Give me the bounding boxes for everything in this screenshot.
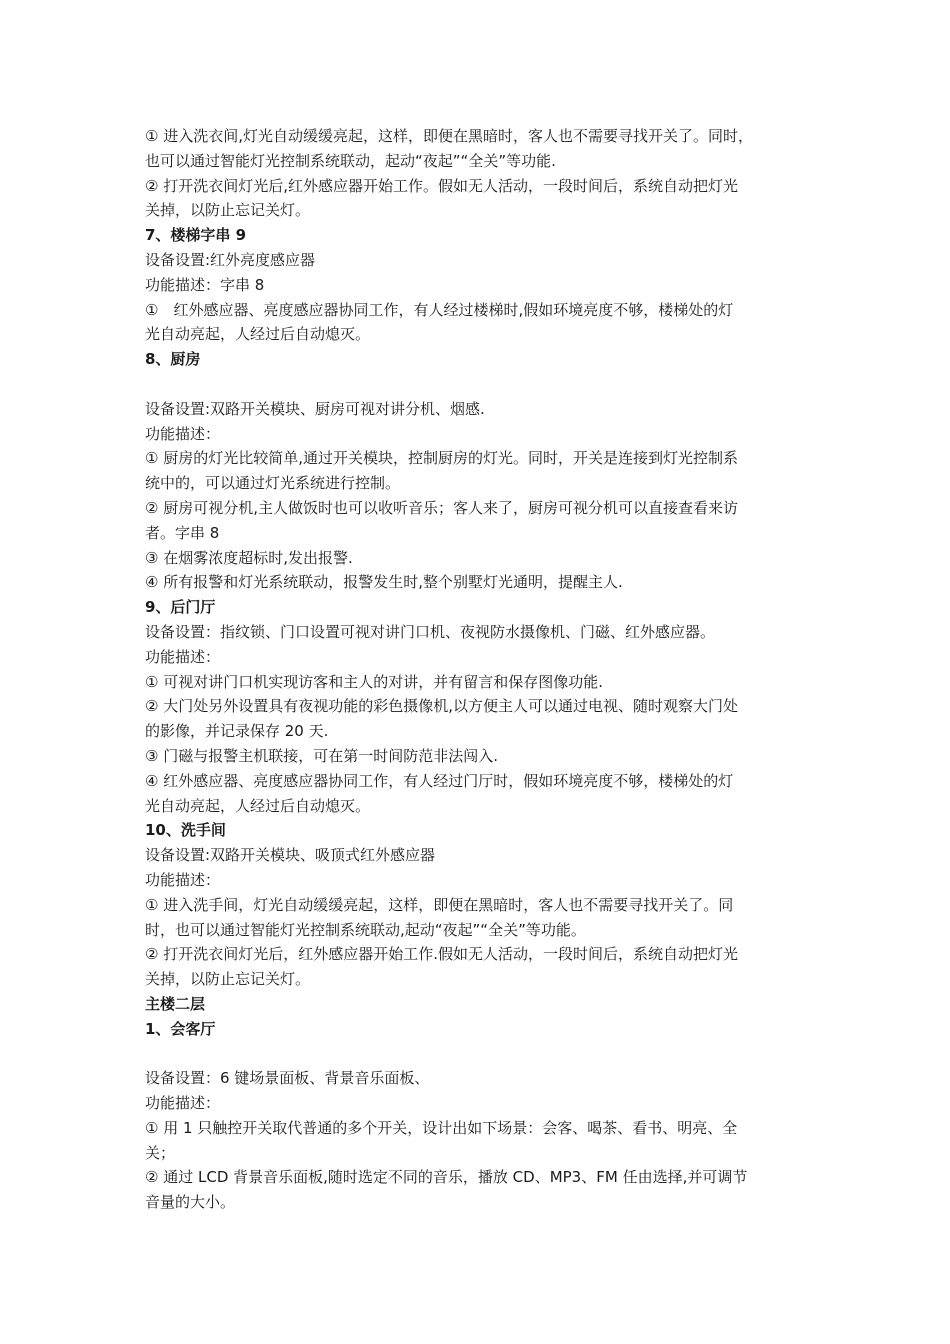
section-heading: 8、厨房 [145, 350, 201, 369]
section-heading: 10、洗手间 [145, 821, 226, 840]
blank-line [145, 372, 810, 397]
text-line: 时，也可以通过智能灯光控制系统联动,起动“夜起”“全关”等功能。 [145, 920, 586, 939]
text-line: 功能描述： [145, 870, 221, 889]
section-heading: 9、后门厅 [145, 598, 216, 617]
text-line: 功能描述：字串 8 [145, 275, 265, 294]
text-line: ① 红外感应器、亮度感应器协同工作，有人经过楼梯时,假如环境亮度不够，楼梯处的灯 [145, 300, 734, 319]
text-line: 也可以通过智能灯光控制系统联动，起动“夜起”“全关”等功能. [145, 151, 556, 170]
blank-line [145, 1041, 810, 1066]
text-line: 设备设置:双路开关模块、厨房可视对讲分机、烟感. [145, 399, 485, 418]
text-line: ④ 所有报警和灯光系统联动，报警发生时,整个别墅灯光通明，提醒主人. [145, 573, 623, 592]
text-line: ③ 在烟雾浓度超标时,发出报警. [145, 548, 353, 567]
text-line: 者。字串 8 [145, 523, 220, 542]
text-line: 设备设置:双路开关模块、吸顶式红外感应器 [145, 846, 436, 865]
text-line: 的影像，并记录保存 20 天. [145, 722, 329, 741]
text-line: 关掉，以防止忘记关灯。 [145, 201, 311, 220]
text-line: ② 通过 LCD 背景音乐面板,随时选定不同的音乐，播放 CD、MP3、FM 任由选择,并可调节 [145, 1168, 748, 1187]
text-line: ② 打开洗衣间灯光后，红外感应器开始工作.假如无人活动，一段时间后，系统自动把灯光 [145, 945, 738, 964]
text-line: ② 打开洗衣间灯光后,红外感应器开始工作。假如无人活动，一段时间后，系统自动把灯光 [145, 176, 738, 195]
text-line: 关； [145, 1143, 176, 1162]
text-line: ① 进入洗手间，灯光自动缓缓亮起，这样，即便在黑暗时，客人也不需要寻找开关了。同 [145, 895, 734, 914]
text-line: 统中的，可以通过灯光系统进行控制。 [145, 474, 401, 493]
text-line: ① 用 1 只触控开关取代普通的多个开关，设计出如下场景：会客、喝茶、看书、明亮、全 [145, 1118, 738, 1137]
text-line: 光自动亮起，人经过后自动熄灭。 [145, 325, 371, 344]
text-line: ① 可视对讲门口机实现访客和主人的对讲，并有留言和保存图像功能. [145, 672, 603, 691]
text-line: ① 进入洗衣间,灯光自动缓缓亮起，这样，即便在黑暗时，客人也不需要寻找开关了。同时， [145, 127, 753, 145]
text-line: ④ 红外感应器、亮度感应器协同工作，有人经过门厅时，假如环境亮度不够，楼梯处的灯 [145, 771, 734, 790]
text-line: 音量的大小。 [145, 1193, 236, 1212]
section-heading: 7、楼梯字串 9 [145, 226, 247, 245]
text-line: ② 厨房可视分机,主人做饭时也可以收听音乐；客人来了，厨房可视分机可以直接查看来访 [145, 498, 738, 517]
document-body [145, 124, 810, 1215]
section-heading: 1、会客厅 [145, 1019, 216, 1038]
text-line: 功能描述： [145, 1094, 221, 1113]
text-line: ③ 门磁与报警主机联接，可在第一时间防范非法闯入. [145, 746, 498, 765]
text-line: 设备设置:红外亮度感应器 [145, 250, 316, 269]
section-heading: 主楼二层 [145, 994, 206, 1013]
text-line: ① 厨房的灯光比较简单,通过开关模块，控制厨房的灯光。同时，开关是连接到灯光控制系 [145, 449, 738, 468]
text-line: 光自动亮起，人经过后自动熄灭。 [145, 796, 371, 815]
text-line: 设备设置：指纹锁、门口设置可视对讲门口机、夜视防水摄像机、门磁、红外感应器。 [145, 622, 716, 641]
text-line: 功能描述： [145, 647, 221, 666]
text-line: 关掉，以防止忘记关灯。 [145, 970, 311, 989]
text-line: 设备设置：6 键场景面板、背景音乐面板、 [145, 1069, 430, 1088]
text-line: ② 大门处另外设置具有夜视功能的彩色摄像机,以方便主人可以通过电视、随时观察大门处 [145, 697, 738, 716]
text-line: 功能描述： [145, 424, 221, 443]
